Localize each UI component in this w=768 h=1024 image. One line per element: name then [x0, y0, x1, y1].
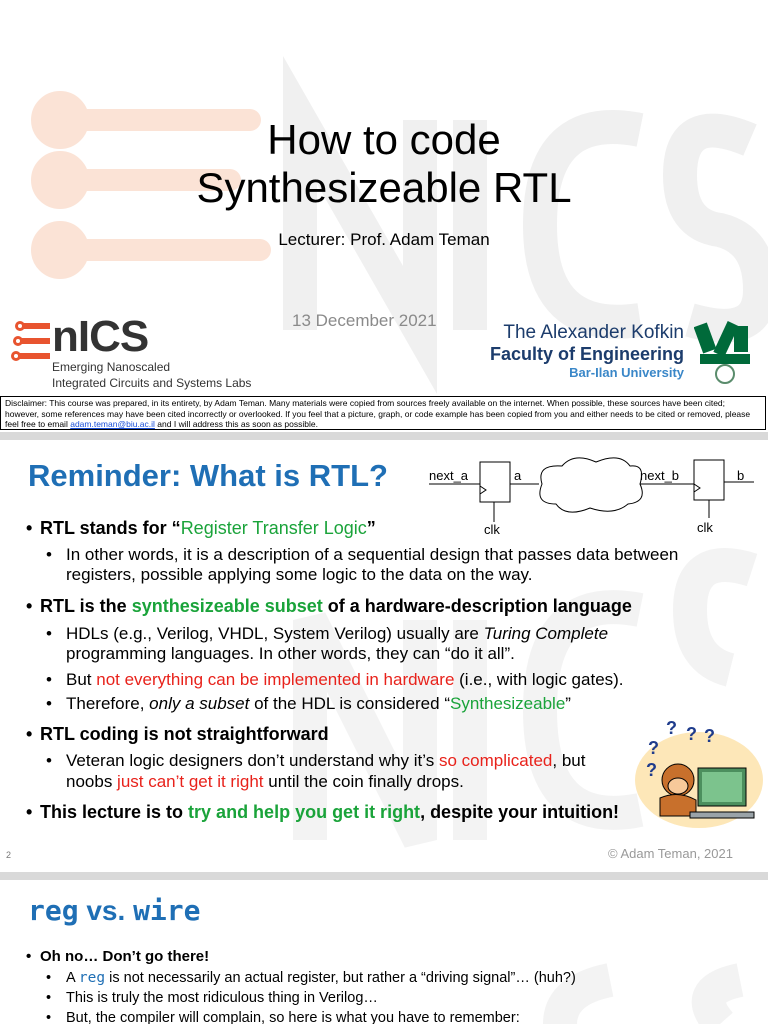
slide-title: Reminder: What is RTL? — [28, 458, 388, 493]
disclaimer-box — [0, 396, 766, 430]
svg-text:?: ? — [704, 726, 715, 746]
enics-logo-text: nICS — [52, 312, 149, 361]
register-diagram — [424, 454, 764, 554]
register-a — [480, 462, 510, 502]
title-reg: reg — [28, 894, 79, 927]
bullet-3-sub-1: • Veteran logic designers don’t understand why it’s so complicated, but noobs just can’t get it right until the coin finally drops. — [46, 751, 586, 791]
bullet-1: • Oh no… Don’t go there! — [26, 948, 210, 965]
bullet-2-sub-1: • HDLs (e.g., Verilog, VHDL, System Verilog) usually are Turing Complete programming languages. In other words, they can “do it all”. — [46, 624, 609, 663]
title-vs: vs. — [78, 895, 134, 926]
slide-gap-2 — [0, 872, 768, 880]
rtl-reminder-slide — [0, 440, 768, 872]
lecturer: Lecturer: Prof. Adam Teman — [278, 230, 490, 249]
bullet-4: • This lecture is to try and help you get it right, despite your intuition! — [26, 802, 620, 822]
faculty-line-3: Bar-Ilan University — [569, 365, 684, 380]
label-next-a: next_a — [429, 468, 469, 483]
enics-sub-1: Emerging Nanoscaled — [52, 360, 171, 374]
svg-text:?: ? — [646, 760, 657, 780]
register-b — [694, 460, 724, 500]
faculty-line-1: The Alexander Kofkin — [503, 322, 684, 343]
bullet-1-sub-2: • This is truly the most ridiculous thing in Verilog… — [46, 990, 378, 1006]
svg-text:?: ? — [666, 720, 677, 738]
bullet-3: • RTL coding is not straightforward — [26, 724, 329, 744]
title-line-1: How to code — [267, 116, 501, 163]
slide-gap — [0, 432, 768, 440]
enics-logo-icon — [8, 318, 52, 364]
bullet-2-sub-2: • But not everything can be implemented in hardware (i.e., with logic gates). — [46, 670, 624, 689]
label-a: a — [514, 468, 522, 483]
slide-title — [0, 116, 768, 212]
bullet-1-sub-1: • In other words, it is a description of a sequential design that passes data between registers, possible applying some logic to the data on the way. — [46, 545, 679, 584]
enics-sub-2: Integrated Circuits and Systems Labs — [52, 376, 252, 390]
disclaimer-tail: and I will address this as soon as possible. — [157, 419, 318, 429]
slide-title — [28, 894, 201, 927]
svg-text:?: ? — [686, 724, 697, 744]
title-slide — [0, 0, 768, 432]
bullet-1: • RTL stands for “Register Transfer Logic” — [26, 518, 376, 538]
bar-ilan-logo-icon — [694, 320, 756, 384]
label-clk-1: clk — [484, 522, 500, 537]
faculty-block — [460, 322, 684, 380]
bullet-1-sub-3: • But, the compiler will complain, so here is what you have to remember: — [46, 1010, 520, 1024]
copyright: © Adam Teman, 2021 — [608, 846, 733, 861]
reg-vs-wire-slide — [0, 880, 768, 1024]
enics-logo — [8, 312, 298, 396]
bullet-1-sub-1: • A reg is not necessarily an actual register, but rather a “driving signal”… (huh?) — [46, 970, 576, 986]
confused-coder-illustration — [634, 720, 764, 830]
label-next-b: next_b — [640, 468, 680, 483]
bullet-2: • RTL is the synthesizeable subset of a hardware-description language — [26, 596, 632, 616]
date: 13 December 2021 — [292, 311, 437, 330]
title-wire: wire — [133, 894, 201, 927]
bullet-2-sub-3: • Therefore, only a subset of the HDL is considered “Synthesizeable” — [46, 694, 571, 713]
title-line-2: Synthesizeable RTL — [196, 164, 572, 211]
disclaimer-email[interactable]: adam.teman@biu.ac.il — [70, 419, 155, 429]
logic-cloud — [540, 458, 642, 512]
label-clk-2: clk — [697, 520, 713, 535]
faculty-line-2: Faculty of Engineering — [489, 344, 684, 364]
page-number: 2 — [6, 850, 12, 860]
label-b: b — [737, 468, 745, 483]
disclaimer-text: Disclaimer: This course was prepared, in its entirety, by Adam Teman. Many materials were copied from sources freely available on the internet. When possible, these sources have been cited; however, some references may have been cited incorrectly or overlooked. If you feel that a picture, graph, or code example has been copied from you and either needs to be cited or removed, please feel free to email — [5, 398, 751, 429]
svg-text:?: ? — [648, 738, 659, 758]
